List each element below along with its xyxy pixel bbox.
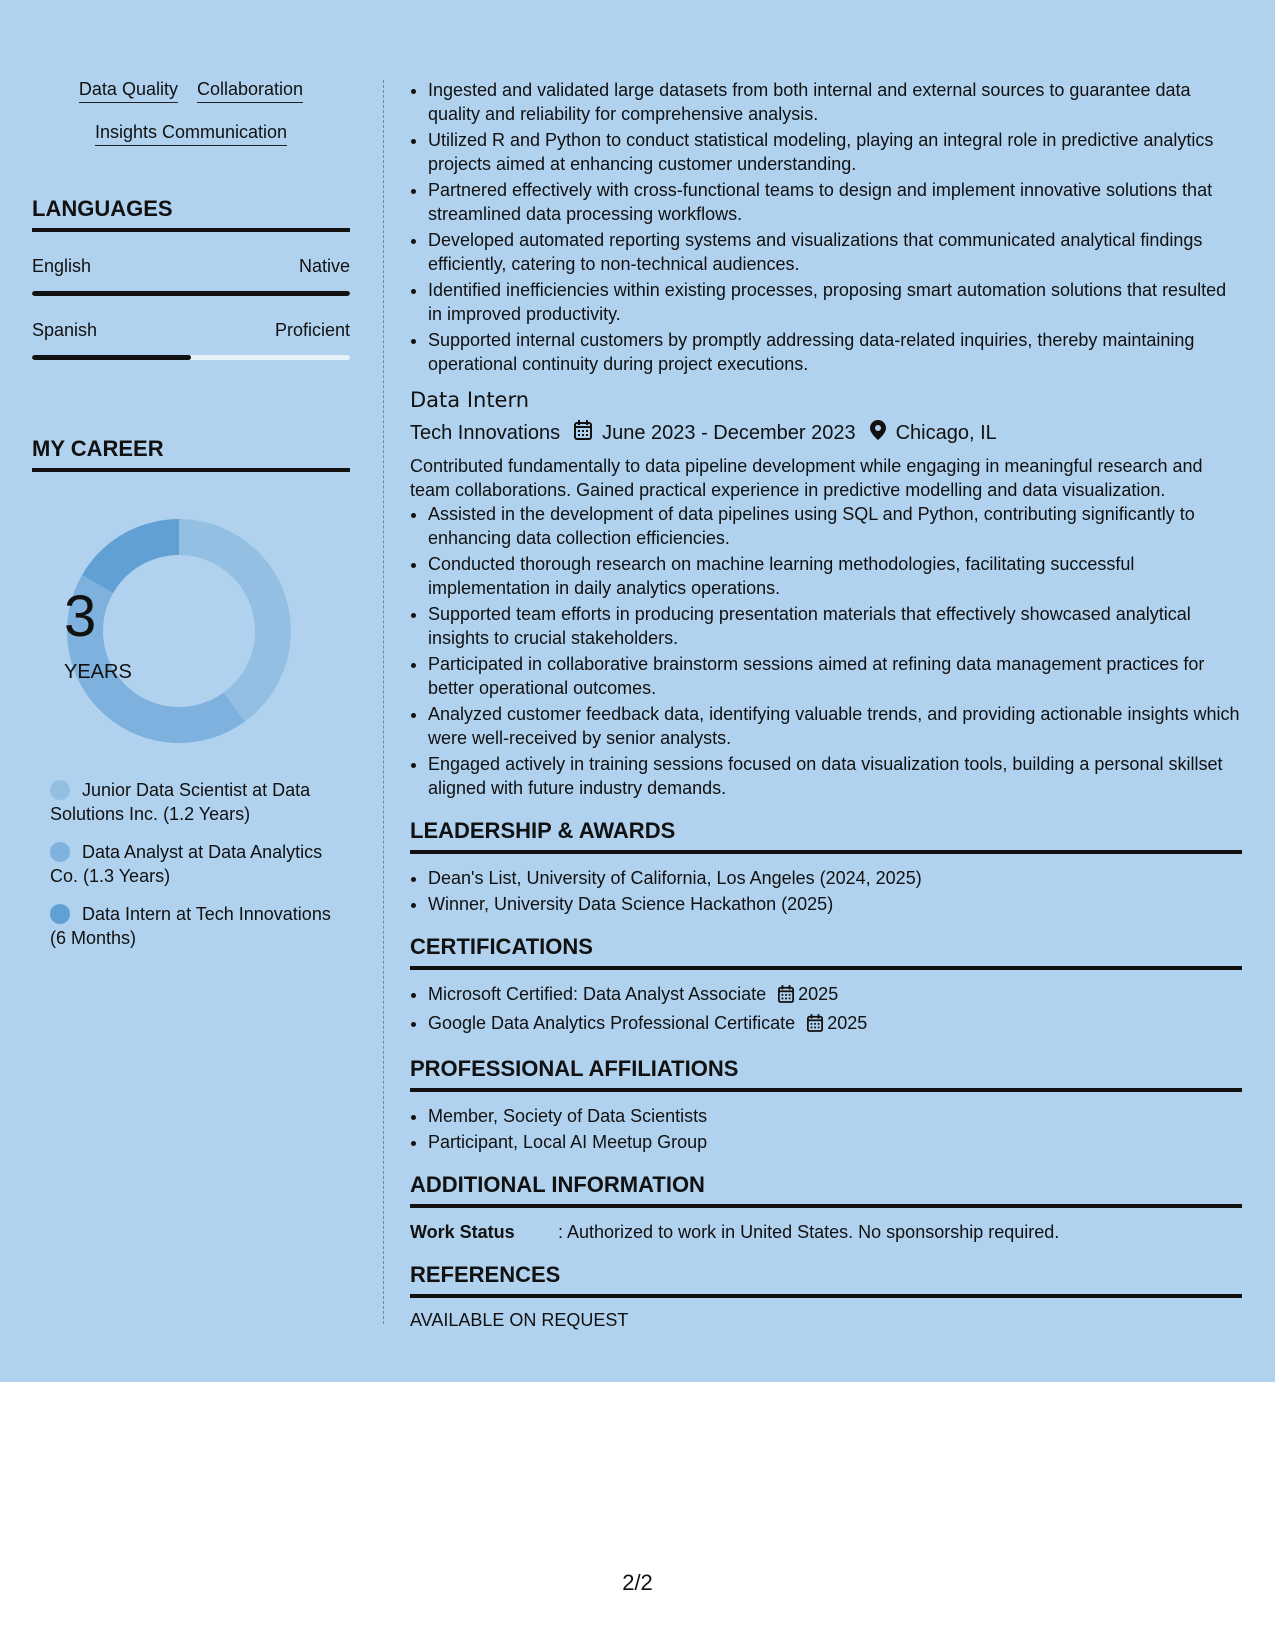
career-title: MY CAREER (32, 436, 350, 472)
career-legend (50, 778, 340, 950)
skill-tag: Collaboration (197, 80, 303, 103)
language-name: Spanish (32, 320, 98, 340)
language-spanish (32, 320, 350, 360)
legend-item (50, 778, 340, 826)
career-donut-segment (82, 519, 179, 593)
list-item: • Dean's List, University of California, Los Angeles (2024, 2025) (428, 866, 1242, 890)
job-dates: June 2023 - December 2023 (602, 421, 856, 444)
references-value: AVAILABLE ON REQUEST (410, 1310, 629, 1330)
skills-tags (32, 80, 350, 146)
job-bullets (410, 502, 1242, 800)
work-status-value: : Authorized to work in United States. No sponsorship required. (558, 1222, 1060, 1242)
list-item (428, 982, 1242, 1009)
affiliations-title: PROFESSIONAL AFFILIATIONS (410, 1056, 1242, 1092)
certifications-title: CERTIFICATIONS (410, 934, 1242, 970)
list-item: • Identified inefficiencies within existing processes, proposing smart automation solutions that resulted in improved productivity. (428, 278, 1242, 326)
additional-info-title: ADDITIONAL INFORMATION (410, 1172, 1242, 1208)
list-item: • Supported team efforts in producing presentation materials that effectively showcased analytical insights to crucial stakeholders. (428, 602, 1242, 650)
list-item: • Utilized R and Python to conduct statistical modeling, playing an integral role in predictive analytics projects aimed at enhancing customer understanding. (428, 128, 1242, 176)
certifications-list (410, 982, 1242, 1038)
list-item: • Analyzed customer feedback data, identifying valuable trends, and providing actionable insights which were well-received by senior analysts. (428, 702, 1242, 750)
leadership-title: LEADERSHIP & AWARDS (410, 818, 1242, 854)
language-level: Native (298, 256, 350, 276)
list-item: • Conducted thorough research on machine learning methodologies, facilitating successful implementation in daily analytics operations. (428, 552, 1242, 600)
list-item: • Developed automated reporting systems and visualizations that communicated analytical findings efficiently, catering to non-technical audiences. (428, 228, 1242, 276)
list-item: • Assisted in the development of data pipelines using SQL and Python, contributing significantly to enhancing data collection efficiencies. (428, 502, 1242, 550)
work-status-label: Work Status (410, 1222, 515, 1242)
language-level: Proficient (274, 320, 350, 340)
certification-name: Google Data Analytics Professional Certificate (428, 1013, 796, 1033)
list-item: • Member, Society of Data Scientists (428, 1104, 1242, 1128)
language-level-bar (32, 355, 350, 360)
list-item: • Participated in collaborative brainstorm sessions aimed at refining data management practices for better operational outcomes. (428, 652, 1242, 700)
right-column (410, 78, 1242, 1331)
list-item: • Winner, University Data Science Hackathon (2025) (428, 892, 1242, 916)
legend-label: Junior Data Scientist at Data Solutions Inc. (1.2 Years) (50, 780, 311, 824)
calendar-icon (807, 1014, 823, 1038)
career-donut-chart (64, 516, 294, 746)
language-english (32, 256, 350, 296)
work-status-row (410, 1220, 1242, 1244)
career-total-number: 3 (64, 584, 97, 649)
languages-title: LANGUAGES (32, 196, 350, 232)
job-description: Contributed fundamentally to data pipeline development while engaging in meaningful research and team collaborations. Gained practical experience in predictive modelling and data visualization. (410, 456, 1203, 500)
list-item (428, 1011, 1242, 1038)
language-name: English (32, 256, 92, 276)
certification-name: Microsoft Certified: Data Analyst Associate (428, 984, 767, 1004)
legend-item (50, 840, 340, 888)
list-item: • Participant, Local AI Meetup Group (428, 1130, 1242, 1154)
list-item: • Ingested and validated large datasets from both internal and external sources to guarantee data quality and reliability for comprehensive analysis. (428, 78, 1242, 126)
affiliations-list (410, 1104, 1242, 1154)
calendar-icon (778, 985, 794, 1009)
career-total-unit: YEARS (64, 661, 132, 683)
calendar-icon (574, 420, 592, 446)
list-item: • Supported internal customers by promptly addressing data-related inquiries, thereby maintaining operational continuity during project executions. (428, 328, 1242, 376)
legend-dot (50, 904, 70, 924)
job-meta (410, 420, 1242, 446)
legend-item (50, 902, 340, 950)
column-divider (383, 80, 384, 1324)
legend-label: Data Intern at Tech Innovations (6 Months) (50, 904, 331, 948)
skill-tag: Insights Communication (95, 123, 287, 146)
job-title: Data Intern (410, 388, 530, 412)
references-title: REFERENCES (410, 1262, 1242, 1298)
language-level-bar (32, 291, 350, 296)
job-location: Chicago, IL (895, 421, 997, 444)
legend-label: Data Analyst at Data Analytics Co. (1.3 Years) (50, 842, 323, 886)
leadership-list (410, 866, 1242, 916)
previous-job-bullets (410, 78, 1242, 376)
legend-dot (50, 780, 70, 800)
page-number: 2/2 (622, 1570, 653, 1595)
location-pin-icon (870, 420, 886, 446)
job-company: Tech Innovations (410, 421, 561, 444)
certification-year: 2025 (827, 1013, 868, 1033)
certification-year: 2025 (798, 984, 839, 1004)
skill-tag: Data Quality (79, 80, 178, 103)
list-item: • Partnered effectively with cross-functional teams to design and implement innovative solutions that streamlined data processing workflows. (428, 178, 1242, 226)
legend-dot (50, 842, 70, 862)
list-item: • Engaged actively in training sessions focused on data visualization tools, building a personal skillset aligned with future industry demands. (428, 752, 1242, 800)
left-column (32, 80, 350, 964)
